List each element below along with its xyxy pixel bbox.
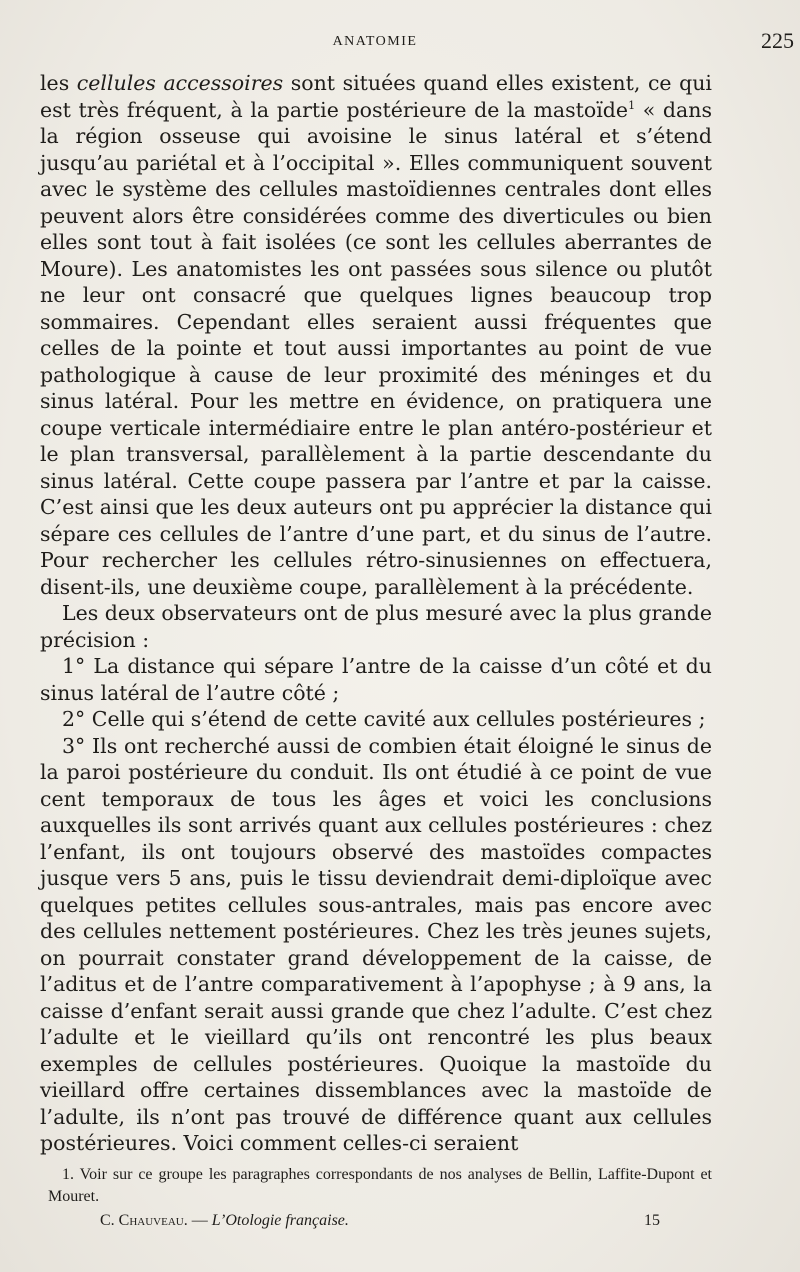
paragraph-text: 2° Celle qui s’étend de cette cavité aux cellules postérieures ; xyxy=(62,707,706,731)
paragraph xyxy=(40,600,712,653)
running-title: ANATOMIE xyxy=(332,34,418,49)
paragraph xyxy=(40,733,712,1157)
paragraph-text: 1° La distance qui sépare l’antre de la caisse d’un côté et du sinus latéral de l’autre côté ; xyxy=(40,654,712,705)
signature-line xyxy=(100,1212,660,1230)
body-text xyxy=(40,70,712,1157)
running-head xyxy=(40,28,794,56)
paragraph-text: 3° Ils ont recherché aussi de combien était éloigné le sinus de la paroi postérieure du conduit. Ils ont étudié à ce point de vue cent temporaux de tous les âges et voici les conclusions auxquelles ils sont arrivés quant aux cellules postérieures : chez l’enfant, ils ont toujours observé des mastoïdes compactes jusque vers 5 ans, puis le tissu deviendrait demi-diploïque avec quelques petites cellules sous-antrales, mais pas encore avec des cellules nettement postérieures. Chez les très jeunes sujets, on pourrait constater grand développement de la caisse, de l’aditus et de l’antre comparativement à l’apophyse ; à 9 ans, la caisse d’enfant serait aussi grande que chez l’adulte. C’est chez l’adulte et le vieillard qu’ils ont rencontré les plus beaux exemples de cellules postérieures. Quoique la mastoïde du vieillard offre certaines dissemblances avec la mastoïde de l’adulte, ils n’ont pas trouvé de différence quant aux cellules postérieures. Voici comment celles-ci seraient xyxy=(40,733,712,1155)
footnotes xyxy=(48,1164,712,1208)
paragraph-text: Les deux observateurs ont de plus mesuré avec la plus grande précision : xyxy=(40,601,712,652)
paragraph xyxy=(40,653,712,706)
paragraph-text: les xyxy=(40,71,77,95)
signature-separator: — xyxy=(187,1212,212,1229)
paragraph-text: « dans la région osseuse qui avoisine le sinus latéral et s’étend jusqu’au pariétal et à l’occipital ». Elles communiquent souvent avec le système des cellules mastoïdiennes centrales dont elles peuvent alors être considérées comme des diverticules ou bien elles sont tout à fait isolées (ce sont les cellules aberrantes de Moure). Les anatomistes les ont passées sous silence ou plutôt ne leur ont consacré que quelques lignes beaucoup trop sommaires. Cependant elles seraient aussi fréquentes que celles de la pointe et tout aussi importantes au point de vue pathologique à cause de leur proximité des méninges et du sinus latéral. Pour les mettre en évidence, on pratiquera une coupe verticale intermédiaire entre le plan antéro-postérieur et le plan transversal, parallèlement à la partie descendante du sinus latéral. Cette coupe passera par l’antre et par la caisse. C’est ainsi que les deux auteurs ont pu apprécier la distance qui sépare ces cellules de l’antre d’une part, et du sinus de l’autre. Pour rechercher les cellules rétro-sinusiennes on effectuera, disent-ils, une deuxième coupe, parallèlement à la précédente. xyxy=(40,97,712,599)
footnote-marker: 1 xyxy=(628,98,636,112)
footnote-1: 1. Voir sur ce groupe les paragraphes correspondants de nos analyses de Bellin, Laffite-Dupont et Mouret. xyxy=(48,1166,712,1205)
signature-author: C. Chauveau. xyxy=(100,1212,188,1229)
paragraph-text: sont situées quand elles existent, ce qui est très fréquent, à la partie postérieure de la mastoïde xyxy=(40,71,712,122)
paragraph xyxy=(40,70,712,600)
paragraph xyxy=(40,706,712,733)
signature-work-title: L’Otologie française. xyxy=(211,1212,349,1229)
italic-term: cellules accessoires xyxy=(76,71,284,95)
page-number: 225 xyxy=(761,28,794,53)
signature-sheet-number: 15 xyxy=(644,1212,660,1229)
